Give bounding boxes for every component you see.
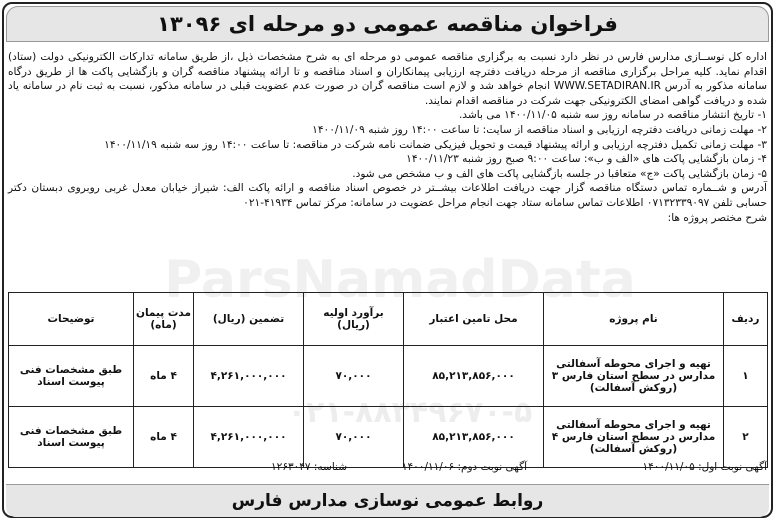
item-offer-deadline: ۳- مهلت زمانی تکمیل دفترچه ارزیابی و ارائه پیشنهاد قیمت و تحویل فیزیکی ضمانت نامه شرکت در مناقصه: تا ساعت ۱۴:۰۰ روز سه شنبه ۱۴۰۰/۱۱/۱۹ (104, 138, 767, 151)
cell-row-number: ۱ (724, 346, 768, 407)
watermark-phone: ۰۲۱-۸۸۳۴۹۶۷۰-۵ (287, 395, 533, 430)
item-opening-ab: ۴- زمان بازگشایی پاکت های «الف و ب»: ساعت ۹:۰۰ صبح روز شنبه ۱۴۰۰/۱۱/۲۳ (406, 153, 767, 166)
cell-guarantee: ۴,۲۶۱,۰۰۰,۰۰۰ (194, 346, 304, 407)
notice-id: شناسه: ۱۲۶۳۰۴۷ (271, 461, 347, 473)
notice-title: فراخوان مناقصه عمومی دو مرحله ای ۱۳۰۹۶ (6, 6, 769, 42)
intro-text (8, 50, 767, 225)
header-funding-source: محل تامین اعتبار (404, 293, 544, 346)
cell-funding-source: ۸۵,۲۱۳,۸۵۶,۰۰۰ (404, 407, 544, 468)
cell-row-number: ۲ (724, 407, 768, 468)
table-header-row (9, 293, 768, 346)
cell-duration: ۴ ماه (134, 346, 194, 407)
table-row (9, 407, 768, 468)
second-ad-date: آگهی نوبت دوم: ۱۴۰۰/۱۱/۰۶ (401, 461, 527, 473)
projects-caption: شرح مختصر پروژه ها: (667, 211, 767, 224)
first-ad-date: آگهی نوبت اول: ۱۴۰۰/۱۱/۰۵ (642, 461, 767, 473)
header-project-name: نام پروژه (544, 293, 724, 346)
item-opening-c: ۵- زمان بازگشایی پاکت «ج» متعاقبا در جلسه بازگشایی پاکت های الف و ب مشخص می شود. (352, 167, 767, 180)
item-doc-deadline: ۲- مهلت زمانی دریافت دفترچه ارزیابی و اسناد مناقصه از سایت: تا ساعت ۱۴:۰۰ روز شنبه ۱۴۰۰/۱۱/۰۹ (312, 123, 767, 136)
item-publish-date: ۱- تاریخ انتشار مناقصه در سامانه روز سه شنبه ۱۴۰۰/۱۱/۰۵ می باشد. (458, 109, 767, 122)
header-notes: توضیحات (9, 293, 134, 346)
cell-estimate: ۷۰,۰۰۰ (304, 346, 404, 407)
cell-notes: طبق مشخصات فنی پیوست اسناد (9, 346, 134, 407)
cell-funding-source: ۸۵,۲۱۳,۸۵۶,۰۰۰ (404, 346, 544, 407)
cell-project-name: تهیه و اجرای محوطه آسفالتی مدارس در سطح استان فارس ۳ (روکش آسفالت) (544, 346, 724, 407)
intro-paragraph: اداره کل نوســازی مدارس فارس در نظر دارد نسبت به برگزاری مناقصه عمومی دو مرحله ای به شرح مشخصات ذیل ،از طریق سامانه تدارکات الکترونیکی دولت (ستاد) اقدام نماید. کلیه مراحل برگزاری مناقصه از مرحله دریافت دفترچه ارزیابی پیمانکاران و اسناد مناقصه و تا ارائه پیشنهاد مناقصه گران و بازگشایی پاکت ها از طریق درگاه سامانه مذکور به آدرس WWW.SETADIRAN.IR انجام خواهد شد و لازم است مناقصه گران در صورت عدم عضویت قبلی در سامانه مذکور، نسبت به ثبت نام در سامانه یاد شده و دریافت گواهی امضای الکترونیکی جهت شرکت در مناقصه اقدام نمایند. (8, 51, 768, 107)
ad-dates (8, 461, 767, 477)
header-duration: مدت پیمان (ماه) (134, 293, 194, 346)
header-estimate: برآورد اولیه (ریال) (304, 293, 404, 346)
projects-table (8, 292, 768, 468)
cell-duration: ۴ ماه (134, 407, 194, 468)
publisher-footer: روابط عمومی نوسازی مدارس فارس (6, 484, 769, 517)
header-guarantee: تضمین (ریال) (194, 293, 304, 346)
contact-info: آدرس و شــماره تماس دستگاه مناقصه گزار جهت دریافت اطلاعات بیشــتر در خصوص اسناد مناقصه و ارائه پاکت الف: شیراز خیابان معدل غربی روبروی دبستان دکتر حسابی تلفن ۰۷۱۳۲۳۳۹۰۹۷ اطلاعات تماس سامانه ستاد جهت انجام مراحل عضویت در سامانه: مرکز تماس ۴۱۹۳۴-۰۲۱ (8, 182, 767, 209)
cell-estimate: ۷۰,۰۰۰ (304, 407, 404, 468)
cell-notes: طبق مشخصات فنی پیوست اسناد (9, 407, 134, 468)
header-row-number: ردیف (724, 293, 768, 346)
watermark-brand: ParsNamadData (164, 250, 636, 310)
table-row (9, 346, 768, 407)
cell-guarantee: ۴,۲۶۱,۰۰۰,۰۰۰ (194, 407, 304, 468)
cell-project-name: تهیه و اجرای محوطه آسفالتی مدارس در سطح استان فارس ۴ (روکش آسفالت) (544, 407, 724, 468)
